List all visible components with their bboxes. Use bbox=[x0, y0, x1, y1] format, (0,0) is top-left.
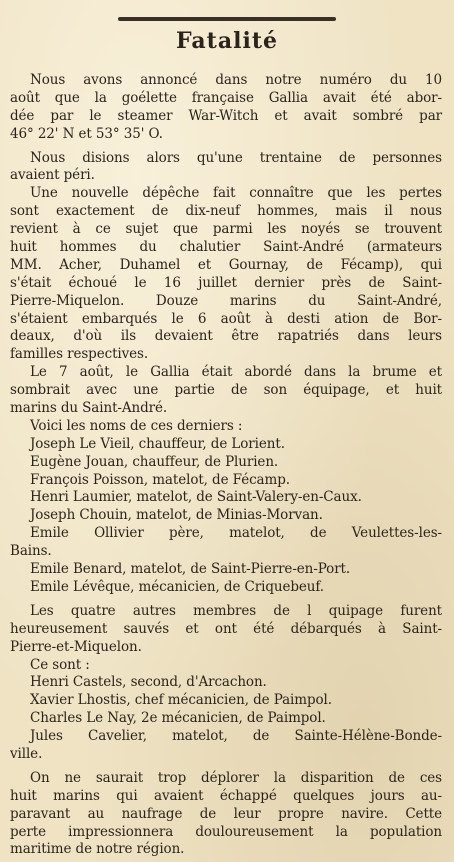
text-line: Ce sont : bbox=[30, 656, 90, 673]
text-line: Voici les noms de ces derniers : bbox=[30, 417, 243, 434]
text-line: s'étaient embarqués le 6 août à desti ation de Bor- bbox=[10, 310, 442, 327]
text-line: Bains. bbox=[10, 543, 52, 560]
text-line: Joseph Le Vieil, chauffeur, de Lorient. bbox=[30, 435, 285, 452]
text-line: deaux, d'où ils devaient être rapatriés dans leurs bbox=[10, 328, 442, 345]
text-line: Eugène Jouan, chauffeur, de Plurien. bbox=[30, 453, 279, 470]
text-line: François Poisson, matelot, de Fécamp. bbox=[30, 471, 290, 488]
article-title: Fatalité bbox=[176, 28, 278, 54]
text-line: Nous avons annoncé dans notre numéro du 10 bbox=[30, 72, 442, 88]
text-line: revient à ce sujet que parmi les noyés se trouvent bbox=[10, 221, 442, 238]
text-line: Emile Benard, matelot, de Saint-Pierre-en-Port. bbox=[30, 561, 351, 578]
text-line: paravant au naufrage de leur propre navire. Cette bbox=[10, 805, 442, 822]
top-rule bbox=[118, 17, 336, 21]
text-line: août que la goélette française Gallia avait été abor- bbox=[10, 89, 442, 106]
text-line: Pierre-Miquelon. Douze marins du Saint-André, bbox=[10, 292, 442, 309]
text-line: Emile Ollivier père, matelot, de Veulettes-les- bbox=[30, 525, 442, 542]
text-line: Xavier Lhostis, chef mécanicien, de Paimpol. bbox=[30, 692, 332, 709]
text-line: Pierre-et-Miquelon. bbox=[10, 638, 142, 655]
text-line: huit marins qui avaient échappé quelques jours au- bbox=[10, 787, 442, 804]
text-line: avaient péri. bbox=[10, 167, 95, 184]
text-line: heureusement sauvés et ont été débarqués à Saint- bbox=[10, 620, 442, 637]
text-line: ville. bbox=[10, 745, 43, 762]
text-line: Le 7 août, le Gallia était abordé dans la brume et bbox=[30, 364, 442, 381]
text-line: Henri Castels, second, d'Arcachon. bbox=[30, 674, 267, 691]
text-line: 46° 22' N et 53° 35' O. bbox=[10, 125, 163, 142]
text-line: s'était échoué le 16 juillet dernier près de Saint- bbox=[10, 274, 442, 291]
text-line: On ne saurait trop déplorer la disparition de ces bbox=[30, 769, 442, 786]
text-line: marins du Saint-André. bbox=[10, 400, 168, 417]
text-line: maritime de notre région. bbox=[10, 841, 185, 858]
text-line: Une nouvelle dépêche fait connaître que les pertes bbox=[30, 185, 442, 202]
text-line: Charles Le Nay, 2e mécanicien, de Paimpol. bbox=[30, 710, 326, 727]
text-line: huit hommes du chalutier Saint-André (armateurs bbox=[10, 239, 442, 256]
text-line: familles respectives. bbox=[10, 346, 149, 363]
text-line: Joseph Chouin, matelot, de Minias-Morvan. bbox=[30, 507, 323, 524]
text-line: Emile Lévêque, mécanicien, de Criquebeuf. bbox=[30, 578, 324, 595]
text-line: Henri Laumier, matelot, de Saint-Valery-en-Caux. bbox=[30, 489, 362, 506]
text-line: Nous disions alors qu'une trentaine de personnes bbox=[30, 149, 442, 166]
text-line: Jules Cavelier, matelot, de Sainte-Hélène-Bonde- bbox=[30, 728, 442, 745]
article-body bbox=[10, 72, 442, 859]
text-line: MM. Acher, Duhamel et Gournay, de Fécamp), qui bbox=[10, 256, 442, 273]
text-line: sombrait avec une partie de son équipage, et huit bbox=[10, 382, 442, 399]
text-line: dée par le steamer War-Witch et avait sombré par bbox=[10, 107, 442, 124]
text-line: sont exactement de dix-neuf hommes, mais il nous bbox=[10, 203, 442, 220]
text-line: Les quatre autres membres de l quipage furent bbox=[30, 602, 442, 619]
text-line: perte impressionnera douloureusement la population bbox=[10, 823, 442, 840]
